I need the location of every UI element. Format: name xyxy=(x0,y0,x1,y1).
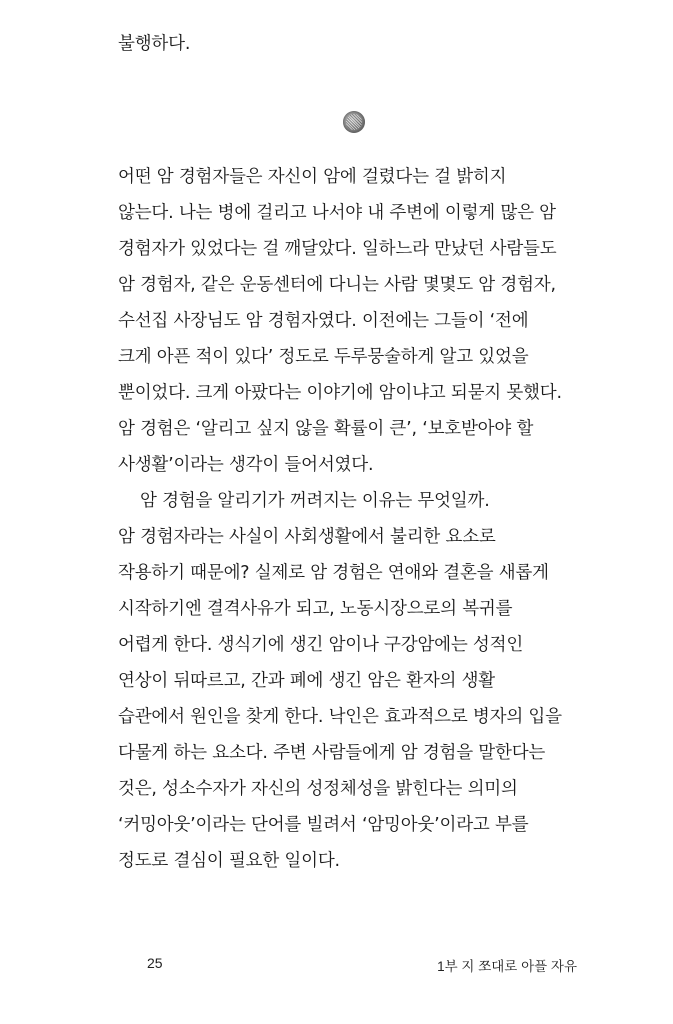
running-title: 1부 지 쪼대로 아플 자유 xyxy=(437,959,577,974)
text-line: 것은, 성소수자가 자신의 성정체성을 밝힌다는 의미의 xyxy=(118,779,518,799)
text-line: 뿐이었다. 크게 아팠다는 이야기에 암이냐고 되묻지 못했다. xyxy=(118,383,562,403)
text-line: ‘커밍아웃’이라는 단어를 빌려서 ‘암밍아웃’이라고 부를 xyxy=(118,815,529,835)
page-number: 25 xyxy=(147,955,163,971)
text-line: 다물게 하는 요소다. 주변 사람들에게 암 경험을 말한다는 xyxy=(118,743,546,763)
text-line: 습관에서 원인을 찾게 한다. 낙인은 효과적으로 병자의 입을 xyxy=(118,707,562,727)
text-line: 사생활’이라는 생각이 들어서였다. xyxy=(118,455,374,475)
text-line: 정도로 결심이 필요한 일이다. xyxy=(118,851,340,871)
text-line: 불행하다. xyxy=(118,34,191,54)
text-line: 암 경험자라는 사실이 사회생활에서 불리한 요소로 xyxy=(118,527,496,547)
section-divider-ornament-icon xyxy=(343,111,365,133)
text-line: 암 경험을 알리기가 꺼려지는 이유는 무엇일까. xyxy=(140,491,490,511)
text-line: 어떤 암 경험자들은 자신이 암에 걸렸다는 걸 밝히지 xyxy=(118,167,507,187)
text-line: 않는다. 나는 병에 걸리고 나서야 내 주변에 이렇게 많은 암 xyxy=(118,203,556,223)
text-line: 어렵게 한다. 생식기에 생긴 암이나 구강암에는 성적인 xyxy=(118,635,524,655)
text-line: 수선집 사장님도 암 경험자였다. 이전에는 그들이 ‘전에 xyxy=(118,311,529,331)
text-line: 암 경험은 ‘알리고 싶지 않을 확률이 큰’, ‘보호받아야 할 xyxy=(118,419,534,439)
text-line: 경험자가 있었다는 걸 깨달았다. 일하느라 만났던 사람들도 xyxy=(118,239,557,259)
text-line: 작용하기 때문에? 실제로 암 경험은 연애와 결혼을 새롭게 xyxy=(118,563,549,583)
text-line: 연상이 뒤따르고, 간과 폐에 생긴 암은 환자의 생활 xyxy=(118,671,496,691)
text-line: 크게 아픈 적이 있다’ 정도로 두루뭉술하게 알고 있었을 xyxy=(118,347,529,367)
text-line: 시작하기엔 결격사유가 되고, 노동시장으로의 복귀를 xyxy=(118,599,513,619)
text-line: 암 경험자, 같은 운동센터에 다니는 사람 몇몇도 암 경험자, xyxy=(118,275,556,295)
